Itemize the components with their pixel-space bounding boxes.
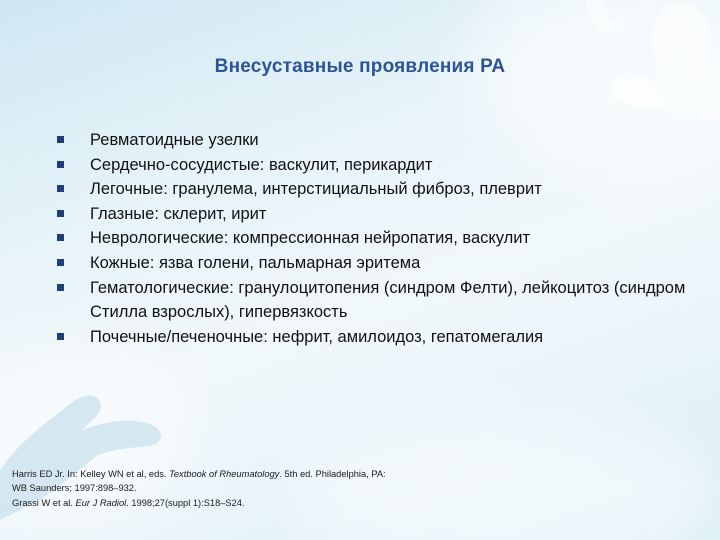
list-item-text: Гематологические: гранулоцитопения (синдром Фелти), лейкоцитоз (синдром Стилла взрослых), гипервязкость xyxy=(90,278,686,322)
reference-book-title: Textbook of Rheumatology xyxy=(169,469,280,479)
bullet-marker xyxy=(57,210,64,217)
list-item-text: Ревматоидные узелки xyxy=(90,131,259,149)
reference-journal: Eur J Radiol xyxy=(75,497,127,508)
list-item xyxy=(54,128,694,153)
list-item-text: Глазные: склерит, ирит xyxy=(90,204,267,223)
reference-2 xyxy=(12,496,572,510)
butterfly-icon xyxy=(586,0,626,34)
bullet-list xyxy=(54,128,694,349)
list-item-text: Почечные/печеночные: нефрит, амилоидоз, гепатомегалия xyxy=(90,327,544,346)
list-item-text: Легочные: гранулема, интерстициальный фиброз, плеврит xyxy=(90,180,542,199)
list-item xyxy=(54,177,694,202)
list-item xyxy=(54,325,694,350)
list-item xyxy=(54,202,694,227)
references xyxy=(12,467,572,510)
list-item xyxy=(54,226,694,251)
reference-text: Harris ED Jr. In: Kelley WN et al, eds. xyxy=(12,469,170,479)
bullet-marker xyxy=(57,333,64,340)
list-item xyxy=(54,276,694,325)
bullet-marker xyxy=(57,185,64,192)
bullet-marker xyxy=(57,259,64,266)
reference-1-line-2: WB Saunders; 1997:898–932. xyxy=(12,483,137,494)
list-item xyxy=(54,153,694,178)
bullet-marker xyxy=(57,284,64,291)
list-item-text: Сердечно-сосудистые: васкулит, перикардит xyxy=(90,155,433,174)
bullet-marker xyxy=(57,161,64,168)
reference-text: Grassi W et al. xyxy=(12,497,76,508)
reference-1 xyxy=(12,467,572,481)
bullet-marker xyxy=(57,136,64,143)
list-item-text: Неврологические: компрессионная нейропатия, васкулит xyxy=(90,229,531,248)
list-item-text: Кожные: язва голени, пальмарная эритема xyxy=(90,253,421,272)
bullet-marker xyxy=(57,234,64,241)
slide-title: Внесуставные проявления РА xyxy=(214,56,506,77)
reference-text: . 5th ed. Philadelphia, PA: xyxy=(279,469,386,479)
list-item xyxy=(54,251,694,276)
reference-text: . 1998;27(suppl 1):S18–S24. xyxy=(126,497,245,508)
